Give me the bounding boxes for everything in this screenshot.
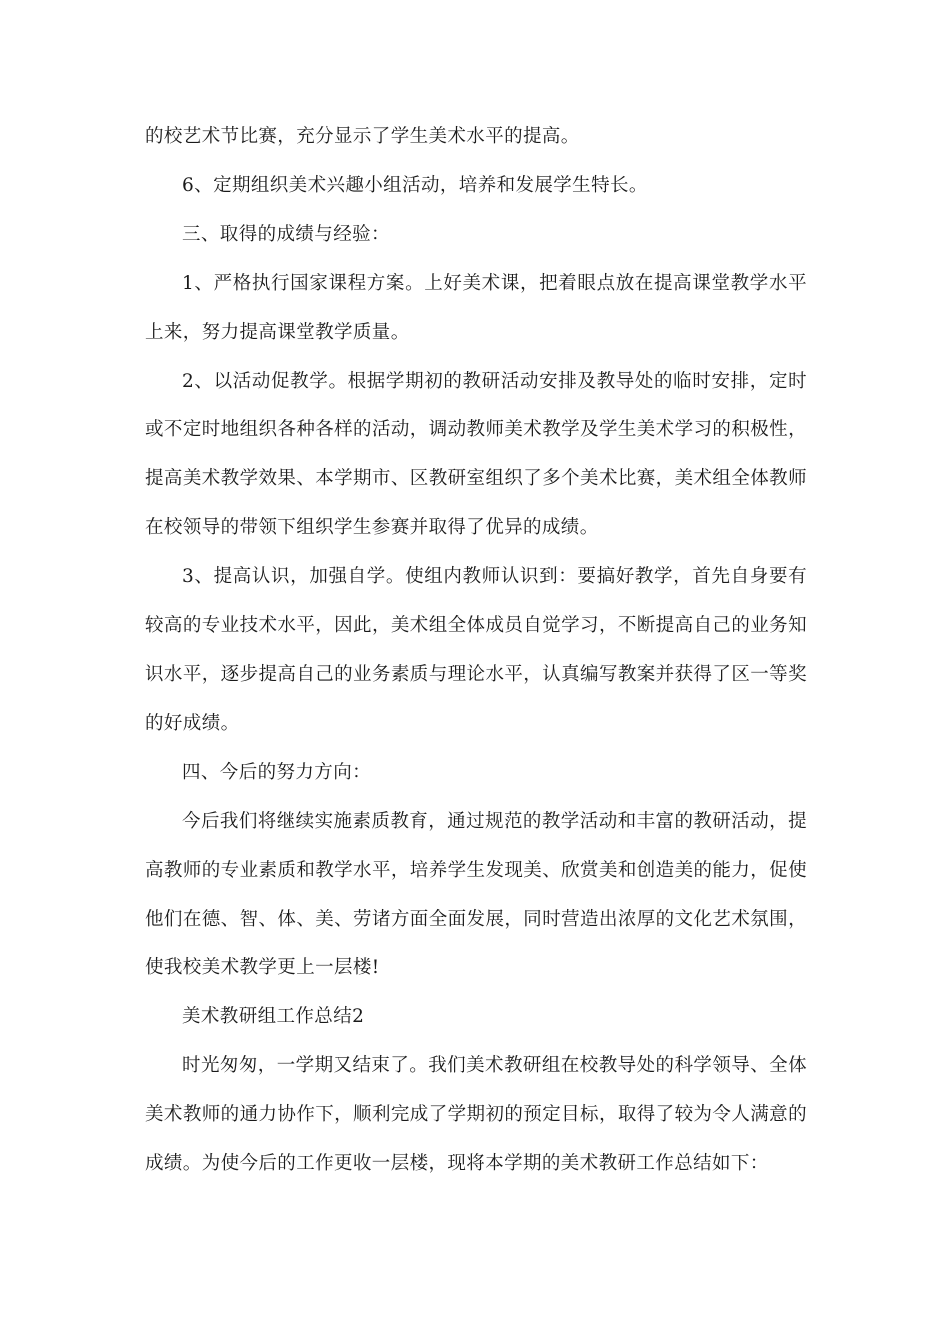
paragraph-item-6: 6、定期组织美术兴趣小组活动，培养和发展学生特长。 [182, 174, 648, 196]
paragraph-future-plan: 今后我们将继续实施素质教育，通过规范的教学活动和丰富的教研活动，提高教师的专业素质和教学水平，培养学生发现美、欣赏美和创造美的能力，促使他们在德、智、体、美、劳诸方面全面发展，同时营造出浓厚的文化艺术氛围，使我校美术教学更上一层楼! [145, 810, 807, 979]
document-subtitle: 美术教研组工作总结2 [182, 1006, 365, 1028]
paragraph-achievement-3: 3、提高认识，加强自学。使组内教师认识到：要搞好教学，首先自身要有较高的专业技术水平，因此，美术组全体成员自觉学习，不断提高自己的业务知识水平，逐步提高自己的业务素质与理论水平，认真编写教案并获得了区一等奖的好成绩。 [145, 566, 807, 734]
section-heading-achievements: 三、取得的成绩与经验： [182, 223, 390, 245]
document-page [145, 113, 807, 1189]
paragraph-achievement-1: 1、严格执行国家课程方案。上好美术课，把着眼点放在提高课堂教学水平上来，努力提高课堂教学质量。 [145, 272, 807, 343]
paragraph-continuation: 的校艺术节比赛，充分显示了学生美术水平的提高。 [145, 126, 580, 147]
paragraph-achievement-2: 2、以活动促教学。根据学期初的教研活动安排及教导处的临时安排，定时或不定时地组织各种各样的活动，调动教师美术教学及学生美术学习的积极性，提高美术教学效果、本学期市、区教研室组织了多个美术比赛，美术组全体教师在校领导的带领下组织学生参赛并取得了优异的成绩。 [145, 370, 807, 539]
section-heading-future-direction: 四、今后的努力方向： [182, 761, 372, 783]
paragraph-intro: 时光匆匆，一学期又结束了。我们美术教研组在校教导处的科学领导、全体美术教师的通力协作下，顺利完成了学期初的预定目标，取得了较为令人满意的成绩。为使今后的工作更收一层楼，现将本学期的美术教研工作总结如下： [145, 1055, 807, 1175]
